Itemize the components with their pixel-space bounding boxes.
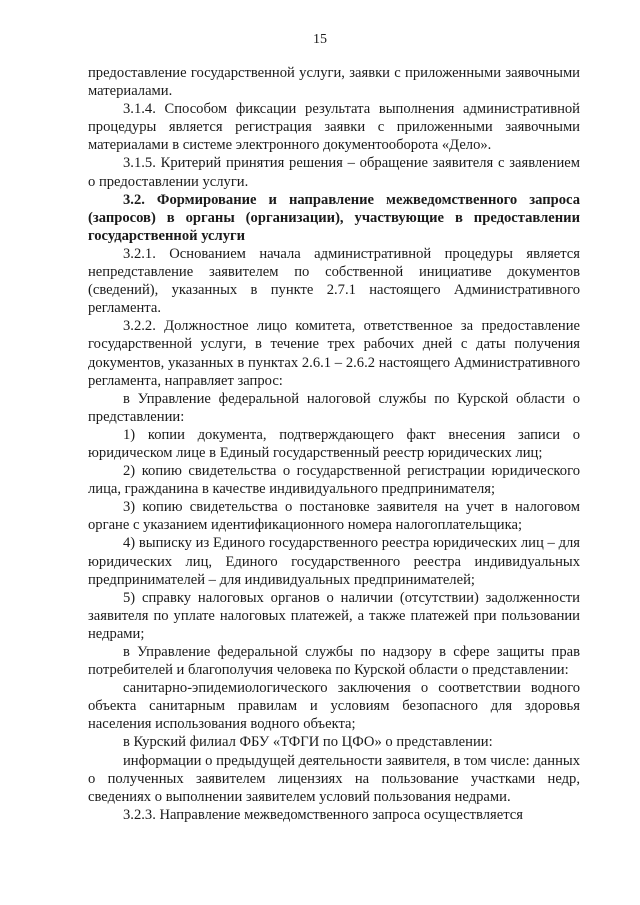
paragraph: 1) копии документа, подтверждающего факт внесения записи о юридическом лице в Единый государственный реестр юридических лиц; (88, 426, 580, 461)
paragraph: 3.1.5. Критерий принятия решения – обращение заявителя с заявлением о предоставлении услуги. (88, 155, 580, 190)
paragraph: 3.2.2. Должностное лицо комитета, ответственное за предоставление государственной услуги, в течение трех рабочих дней с даты получения документов, указанных в пунктах 2.6.1 – 2.6.2 настоящего Административного регламента, направляет запрос: (88, 318, 580, 389)
paragraph: 5) справку налоговых органов о наличии (отсутствии) задолженности заявителя по уплате налоговых платежей, а также платежей при пользовании недрами; (88, 589, 580, 642)
paragraph: в Курский филиал ФБУ «ТФГИ по ЦФО» о представлении: (123, 734, 493, 751)
paragraph: 2) копию свидетельства о государственной регистрации юридического лица, гражданина в качестве индивидуального предпринимателя; (88, 463, 580, 498)
document-body (88, 64, 580, 824)
paragraph: 3.2.3. Направление межведомственного запроса осуществляется (123, 806, 523, 823)
paragraph: 3.2.1. Основанием начала административной процедуры является непредставление заявителем по собственной инициативе документов (сведений), указанных в пункте 2.7.1 настоящего Административного регламента. (88, 245, 580, 317)
paragraph: 3) копию свидетельства о постановке заявителя на учет в налоговом органе с указанием идентификационного номера налогоплательщика; (88, 499, 580, 534)
paragraph: в Управление федеральной налоговой службы по Курской области о представлении: (88, 390, 580, 425)
paragraph: информации о предыдущей деятельности заявителя, в том числе: данных о полученных заявителем лицензиях на пользование участками недр, сведениях о выполнении заявителем условий пользования недрами. (88, 752, 580, 805)
paragraph: санитарно-эпидемиологического заключения о соответствии водного объекта санитарным правилам и условиям безопасного для здоровья населения использования водного объекта; (88, 680, 580, 733)
section-heading: 3.2. Формирование и направление межведомственного запроса (запросов) в органы (организации), участвующие в предоставлении государственной услуги (88, 191, 580, 244)
paragraph: предоставление государственной услуги, заявки с приложенными заявочными материалами. (88, 65, 580, 100)
page-number: 15 (313, 32, 327, 47)
paragraph: в Управление федеральной службы по надзору в сфере защиты прав потребителей и благополучия человека по Курской области о представлении: (88, 644, 580, 679)
paragraph: 3.1.4. Способом фиксации результата выполнения административной процедуры является регистрация заявки с приложенными заявочными материалами в системе электронного документооборота «Дело». (88, 101, 580, 154)
paragraph: 4) выписку из Единого государственного реестра юридических лиц – для юридических лиц, Единого государственного реестра индивидуальных предпринимателей – для индивидуальных предпринимателей; (88, 535, 580, 588)
